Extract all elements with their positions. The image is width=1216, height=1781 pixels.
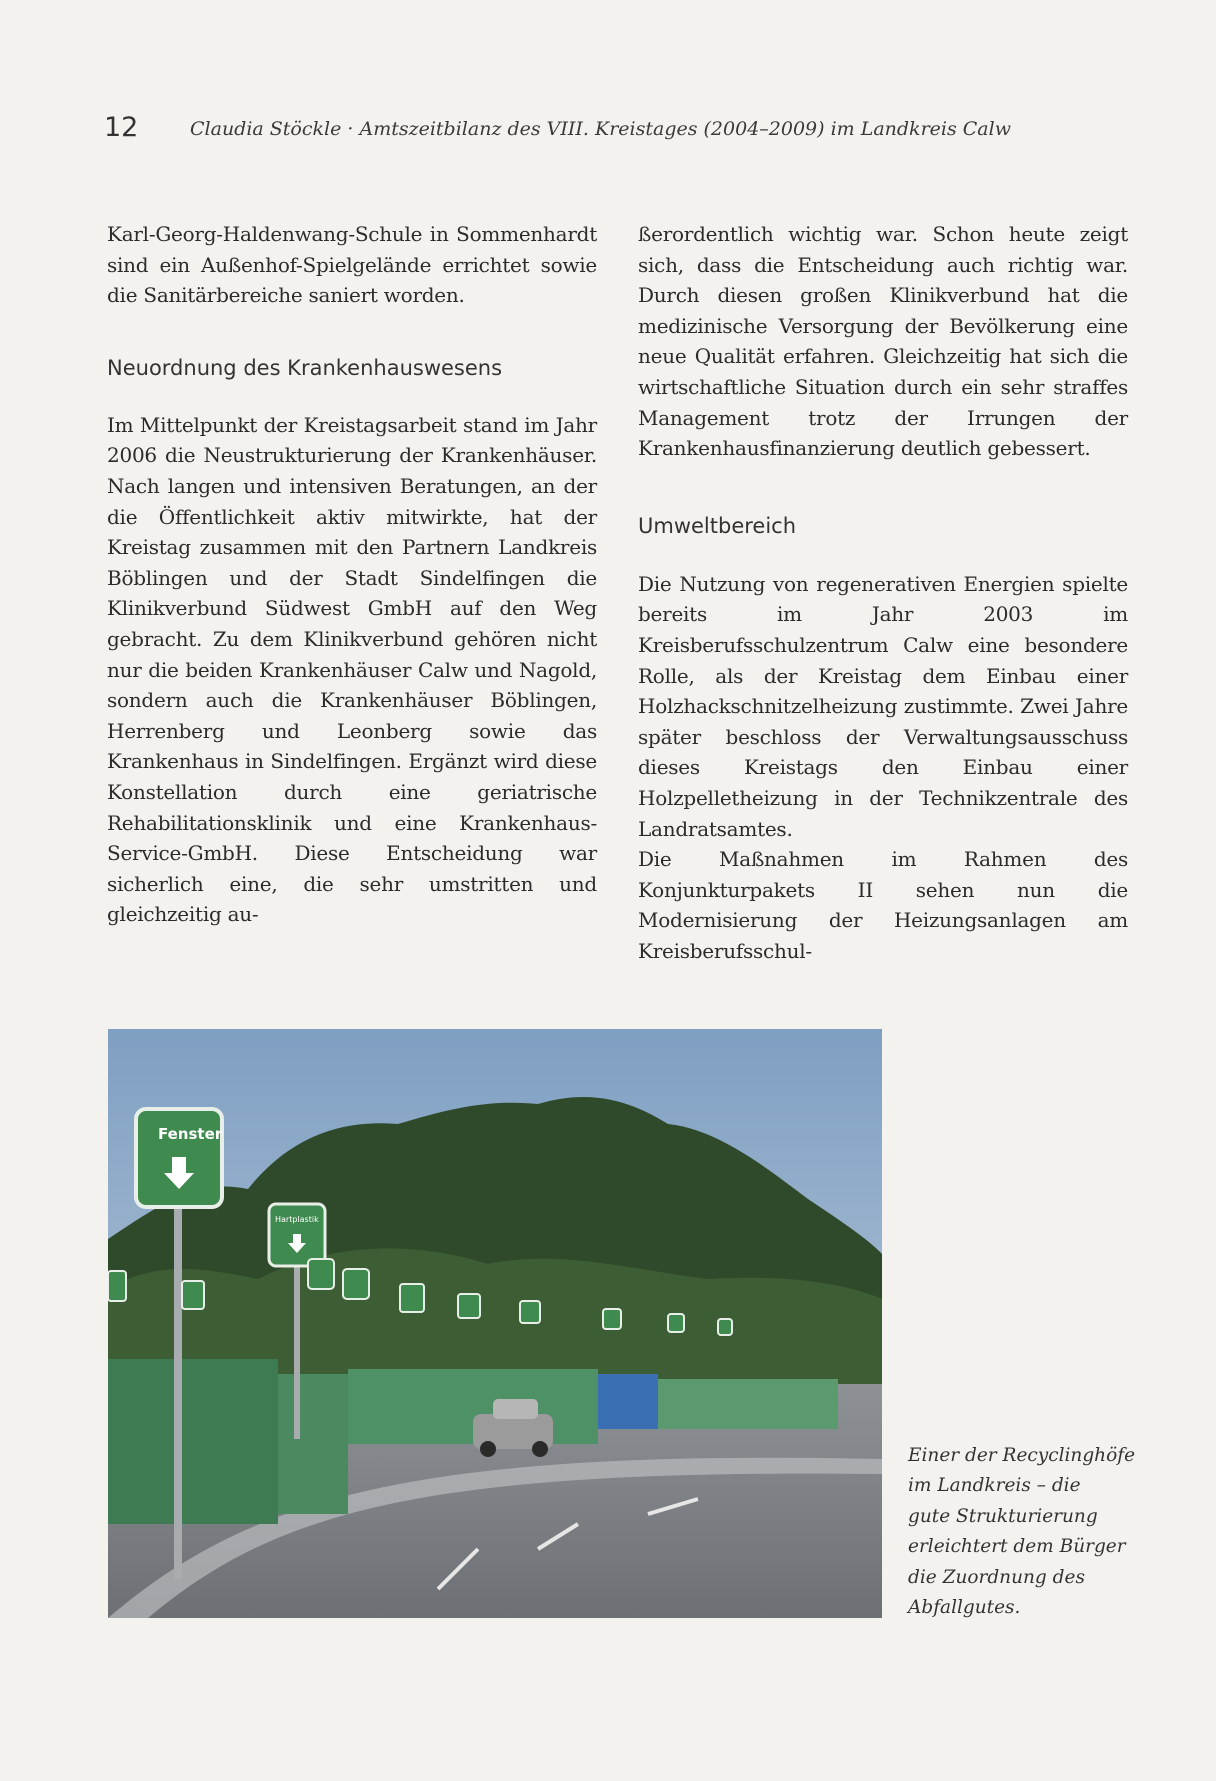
sign-small [182,1281,204,1309]
running-title: Claudia Stöckle · Amtszeitbilanz des VIII. Kreistages (2004–2009) im Landkreis Calw [190,118,1011,140]
caption-line: im Landkreis – die [908,1475,1081,1497]
sign-small [400,1284,424,1312]
sign-fenster-label: Fenster [158,1125,223,1143]
sign-small [108,1271,126,1301]
sign-small [603,1309,621,1329]
section-heading-environment: Umweltbereich [638,513,797,538]
sign-hartplastik-label: Hartplastik [275,1215,319,1224]
sign-pole-fenster [174,1179,182,1579]
sign-small [458,1294,480,1318]
hospital-paragraph: Im Mittelpunkt der Kreistagsarbeit stand im Jahr 2006 die Neustrukturierung der Krankenhäuser. Nach langen und intensiven Beratungen, an der die Öffentlichkeit aktiv mitwirkte, hat der Kreistag zusammen mit den Partnern Landkreis Böblingen und der Stadt Sindelfingen die Klinikverbund Südwest GmbH auf den Weg gebracht. Zu dem Klinikverbund gehören nicht nur die beiden Krankenhäuser Calw und Nagold, sondern auch die Krankenhäuser Böblingen, Herrenberg und Leonberg sowie das Krankenhaus in Sindelfingen. Ergänzt wird diese Konstellation durch eine geriatrische Rehabilitationsklinik und eine Krankenhaus-Service-GmbH. Diese Entscheidung war sicherlich eine, die sehr umstritten und gleichzeitig au- [107,412,597,927]
photo-caption [908,1441,1148,1623]
environment-paragraph-1: Die Nutzung von regenerativen Energien spielte bereits im Jahr 2003 im Kreisberufsschulzentrum Calw eine besondere Rolle, als der Kreistag dem Einbau einer Holzhackschnitzelheizung zustimmte. Zwei Jahre später beschloss der Verwaltungsausschuss dieses Kreistags den Einbau einer Holzpelletheizung in der Technikzentrale des Landratsamtes. [638,571,1128,841]
section-heading-hospitals: Neuordnung des Krankenhauswesens [107,355,503,380]
left-column [107,219,597,930]
caption-line: Abfallgutes. [908,1597,1021,1619]
container [278,1374,348,1514]
sign-small [343,1269,369,1299]
recycling-yard-photo [108,1029,882,1618]
container-large [108,1359,278,1524]
car-wheel [480,1441,496,1457]
sign-small [718,1319,732,1335]
car-wheel [532,1441,548,1457]
sign-small [668,1314,684,1332]
caption-line: gute Strukturierung [908,1505,1098,1527]
page-number: 12 [104,112,139,143]
container-row-far [658,1379,838,1429]
photo-illustration [108,1029,882,1618]
sign-small [308,1259,334,1289]
page-header [104,112,1044,152]
intro-paragraph: Karl-Georg-Haldenwang-Schule in Sommenhardt sind ein Außenhof-Spielgelände errichtet sowie die Sanitärbereiche saniert worden. [107,222,597,308]
sign-pole-hartplastik [294,1259,300,1439]
car-roof [493,1399,538,1419]
caption-line: erleichtert dem Bürger [908,1536,1126,1558]
container-blue [598,1374,658,1429]
caption-line: die Zuordnung des [908,1566,1085,1588]
environment-paragraph-2: Die Maßnahmen im Rahmen des Konjunkturpakets II sehen nun die Modernisierung der Heizungsanlagen am Kreisberufsschul- [638,847,1128,963]
sign-small [520,1301,540,1323]
continuation-paragraph: ßerordentlich wichtig war. Schon heute zeigt sich, dass die Entscheidung auch richtig war. Durch diesen großen Klinikverbund hat die medizinische Versorgung der Bevölkerung eine neue Qualität erfahren. Gleichzeitig hat sich die wirtschaftliche Situation durch ein sehr straffes Management trotz der Irrungen der Krankenhausfinanzierung deutlich gebessert. [638,222,1128,461]
right-column [638,219,1128,966]
caption-line: Einer der Recyclinghöfe [908,1445,1136,1466]
